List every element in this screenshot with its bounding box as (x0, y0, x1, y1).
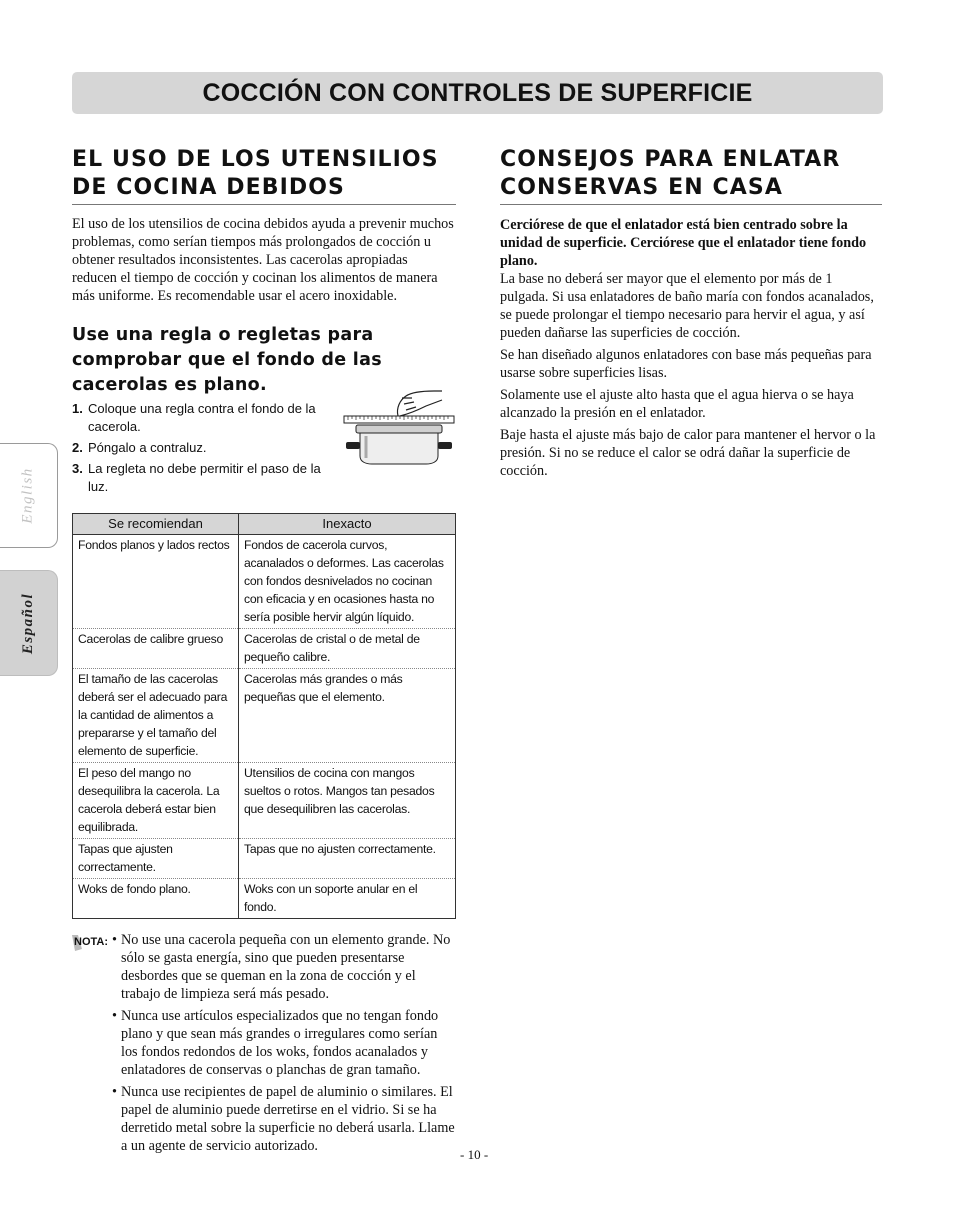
left-column (72, 146, 456, 1159)
tab-english-label: English (20, 467, 36, 524)
nota-label-text: NOTA: (74, 936, 109, 948)
banner-title: COCCIÓN CON CONTROLES DE SUPERFICIE (202, 78, 753, 107)
step-text: La regleta no debe permitir el paso de la luz. (88, 461, 321, 494)
steps-block (72, 400, 456, 508)
table-cell: Fondos de cacerola curvos, acanalados o deformes. Las cacerolas con fondos desnivelados no cocinan con eficacia y en ocasiones hasta no sería posible hervir algún líquido. (239, 535, 456, 629)
canning-lead: Cerciórese de que el enlatador está bien centrado sobre la unidad de superficie. Cerciórese que el enlatador tiene fondo plano. (500, 217, 867, 269)
table-cell: Fondos planos y lados rectos (78, 538, 230, 552)
canning-paragraph: La base no deberá ser mayor que el elemento por más de 1 pulgada. Si usa enlatadores de baño maría con fondos acanalados, se puede prolongar el tiempo necesario para hervir el agua, y así pueden dañarse las superficies de cocción. (500, 271, 874, 341)
tab-espanol-label: Español (20, 592, 37, 654)
nota-block (72, 931, 456, 1155)
canning-paragraph: Baje hasta el ajuste más bajo de calor para mantener el hervor o la presión. Si no se reduce el calor se odrá dañar la superficie de cocción. (500, 427, 876, 479)
left-section-title: EL USO DE LOS UTENSILIOS DE COCINA DEBIDOS (72, 146, 456, 205)
right-column (500, 146, 882, 480)
step-text: Coloque una regla contra el fondo de la cacerola. (88, 401, 316, 434)
step-number: 2. (72, 440, 83, 455)
page-number: - 10 - (460, 1147, 489, 1162)
step-item (72, 400, 337, 436)
section-banner (72, 72, 883, 114)
table-row (73, 629, 456, 669)
table-cell: El peso del mango no desequilibra la cacerola. La cacerola deberá estar bien equilibrada. (73, 763, 239, 839)
table-row (73, 839, 456, 879)
table-header-row (73, 514, 456, 535)
table-cell: Tapas que ajusten correctamente. (73, 839, 239, 879)
table-cell: Woks de fondo plano. (73, 879, 239, 919)
table-row (73, 879, 456, 919)
canning-paragraph: Se han diseñado algunos enlatadores con base más pequeñas para usarse sobre superficies lisas. (500, 347, 872, 381)
nota-label (72, 931, 112, 953)
cookware-comparison-table (72, 513, 456, 919)
canning-paragraph: Solamente use el ajuste alto hasta que el agua hierva o se haya alcanzado la presión en el enlatador. (500, 387, 854, 421)
step-item (72, 439, 337, 457)
table-header-recommended: Se recomiendan (73, 514, 239, 535)
left-intro: El uso de los utensilios de cocina debidos ayuda a prevenir muchos problemas, como serían tiempos más prolongados de cocción u obtener resultados inconsistentes. Las cacerolas apropiadas reducen el tiempo de cocción y cocinan los alimentos de manera más uniforme. Es recomendable usar el acero inoxidable. (72, 216, 454, 304)
table-cell: Cacerolas más grandes o más pequeñas que el elemento. (239, 669, 456, 763)
table-cell: Cacerolas de calibre grueso (73, 629, 239, 669)
ruler-subtitle: Use una regla o regletas para comprobar que el fondo de las cacerolas es plano. (72, 325, 382, 395)
right-section-title: CONSEJOS PARA ENLATAR CONSERVAS EN CASA (500, 146, 882, 205)
steps-list (72, 400, 337, 496)
table-row (73, 535, 456, 629)
table-cell: Tapas que no ajusten correctamente. (239, 839, 456, 879)
tab-espanol[interactable] (0, 570, 58, 676)
table-row (73, 669, 456, 763)
step-number: 3. (72, 461, 83, 476)
table-cell: Utensilios de cocina con mangos sueltos o rotos. Mangos tan pesados que desequilibren las cacerolas. (239, 763, 456, 839)
table-row (73, 763, 456, 839)
table-header-inexact: Inexacto (239, 514, 456, 535)
table-cell: Woks con un soporte anular en el fondo. (239, 879, 456, 919)
nota-item: • No use una cacerola pequeña con un elemento grande. No sólo se gasta energía, sino que pueden presentarse desbordes que se queman en la zona de cocción y el trabajo de limpieza será más pesado. (112, 931, 456, 1003)
step-number: 1. (72, 401, 83, 416)
nota-list (112, 931, 456, 1155)
ruler-on-pot-icon (342, 386, 456, 472)
step-text: Póngalo a contraluz. (88, 440, 207, 455)
nota-item: • Nunca use recipientes de papel de aluminio o similares. El papel de aluminio puede derretirse en el vidrio. Si se ha derretido metal sobre la superficie no deberá usarla. Llame a un agente de servicio autorizado. (112, 1083, 456, 1155)
tab-english[interactable] (0, 443, 58, 548)
table-cell: El tamaño de las cacerolas deberá ser el adecuado para la cantidad de alimentos a prepararse y el tamaño del elemento de superficie. (73, 669, 239, 763)
table-cell: Cacerolas de cristal o de metal de pequeño calibre. (239, 629, 456, 669)
nota-item: • Nunca use artículos especializados que no tengan fondo plano y que sean más grandes o irregulares como serían los fondos redondos de los woks, fondos acanalados y enlatadores de conservas o planchas de gran tamaño. (112, 1007, 456, 1079)
step-item (72, 460, 337, 496)
